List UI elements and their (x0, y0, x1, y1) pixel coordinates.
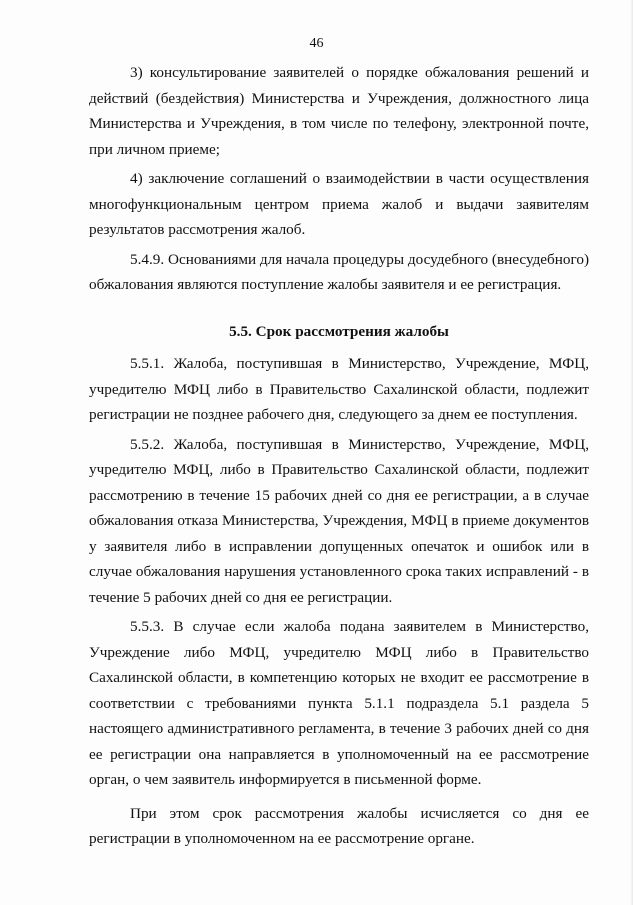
page-number: 46 (309, 36, 324, 51)
paragraph-5-5-3: 5.5.3. В случае если жалоба подана заявителем в Министерство, Учреждение либо МФЦ, учредителю МФЦ либо в Правительство Сахалинской области, в компетенцию которых не входит ее рассмотрение в соответствии с требованиями пункта 5.1.1 подраздела 5.1 раздела 5 настоящего административного регламента, в течение 3 рабочих дней со дня ее регистрации она направляется в уполномоченный на ее рассмотрение орган, о чем заявитель информируется в письменной форме. (89, 618, 589, 788)
section-heading: 5.5. Срок рассмотрения жалобы (229, 322, 449, 340)
paragraph-item-4: 4) заключение соглашений о взаимодействии в части осуществления многофункциональным центром приема жалоб и выдачи заявителям результатов рассмотрения жалоб. (89, 170, 589, 238)
paragraph-5-5-2: 5.5.2. Жалоба, поступившая в Министерство, Учреждение, МФЦ, учредителю МФЦ, либо в Правительство Сахалинской области, подлежит рассмотрению в течение 15 рабочих дней со дня ее регистрации, а в случае обжалования отказа Министерства, Учреждения, МФЦ в приеме документов у заявителя либо в исправлении допущенных опечаток и ошибок или в случае обжалования нарушения установленного срока таких исправлений - в течение 5 рабочих дней со дня ее регистрации. (89, 435, 589, 606)
paragraph-item-3: 3) консультирование заявителей о порядке обжалования решений и действий (бездействия) Министерства и Учреждения, должностного лица Министерства и Учреждения, в том числе по телефону, электронной почте, при личном приеме; (89, 64, 589, 158)
paragraph-5-5-1: 5.5.1. Жалоба, поступившая в Министерство, Учреждение, МФЦ, учредителю МФЦ либо в Правительство Сахалинской области, подлежит регистрации не позднее рабочего дня, следующего за днем ее поступления. (89, 355, 589, 423)
paragraph-5-4-9: 5.4.9. Основаниями для начала процедуры досудебного (внесудебного) обжалования являются поступление жалобы заявителя и ее регистрация. (89, 250, 589, 293)
paragraph-final: При этом срок рассмотрения жалобы исчисляется со дня ее регистрации в уполномоченном на ее рассмотрение органе. (89, 804, 589, 847)
document-body (89, 60, 589, 852)
